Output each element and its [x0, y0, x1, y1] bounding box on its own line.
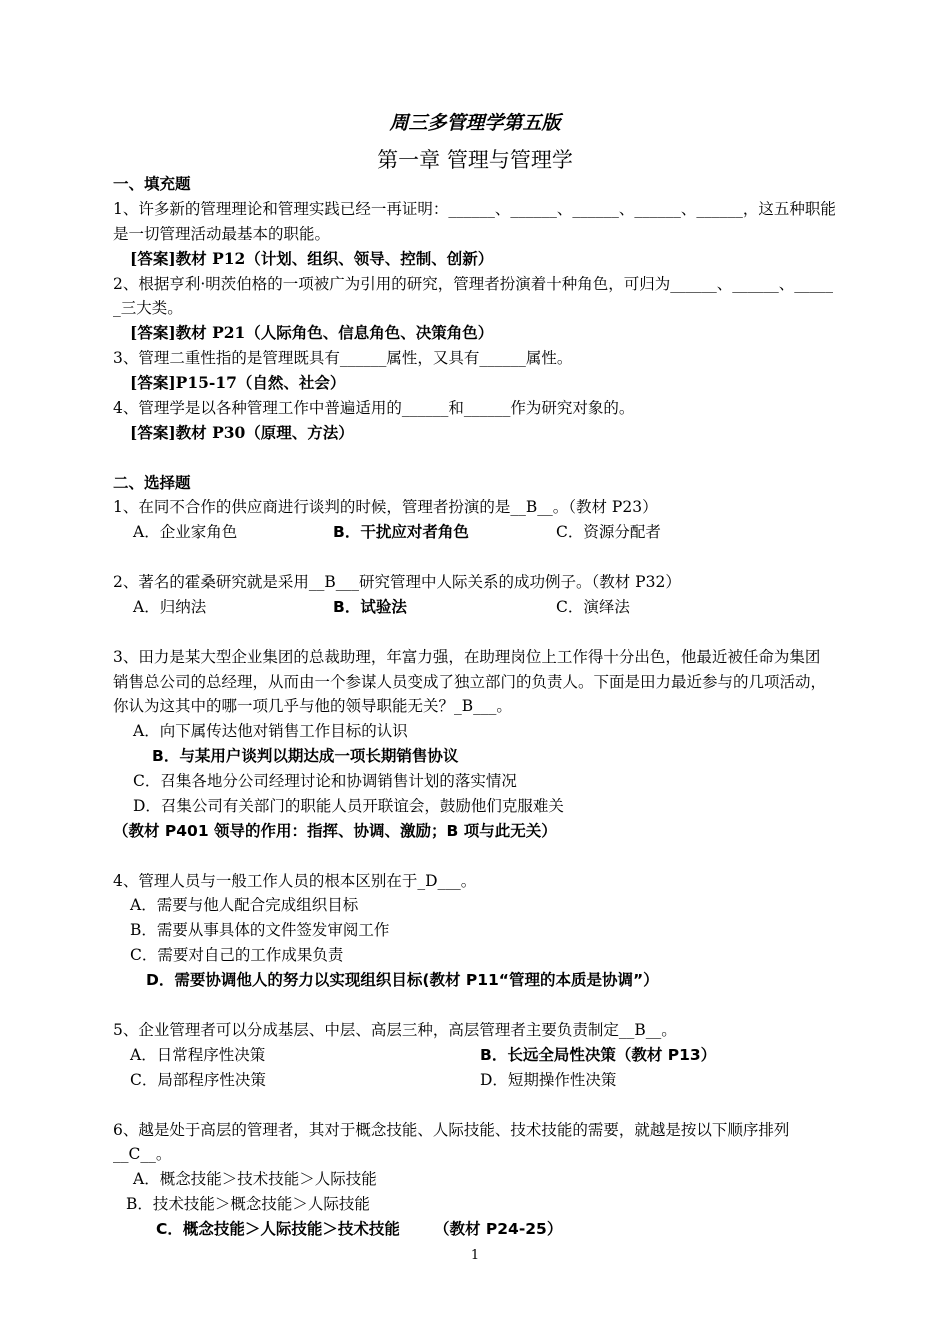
answer-note: （教材 P401 领导的作用：指挥、协调、激励；B 项与此无关） [113, 822, 557, 840]
answer-line: [答案]P15-17（自然、社会） [130, 373, 346, 392]
option-c-correct: C．概念技能＞人际技能＞技术技能 [156, 1220, 400, 1238]
option-c: C．演绎法 [556, 598, 630, 616]
answer-line: [答案]教材 P12（计划、组织、领导、控制、创新） [130, 249, 494, 268]
question-text: 1、许多新的管理理论和管理实践已经一再证明：______、______、______、______、______，这五种职能 [113, 200, 836, 218]
option-b: B．技术技能＞概念技能＞人际技能 [126, 1195, 370, 1213]
option-a: A．归纳法 [133, 598, 207, 616]
option-a: A．企业家角色 [133, 523, 238, 541]
option-a: A．向下属传达他对销售工作目标的认识 [133, 722, 408, 740]
question-text: 6、越是处于高层的管理者，其对于概念技能、人际技能、技术技能的需要，就越是按以下顺序排列 [113, 1121, 790, 1139]
question-text: 5、企业管理者可以分成基层、中层、高层三种，高层管理者主要负责制定__B__。 [113, 1021, 677, 1039]
option-d: D．短期操作性决策 [480, 1071, 617, 1089]
option-b-correct: B．长远全局性决策（教材 P13） [480, 1046, 717, 1064]
option-c: C．资源分配者 [556, 523, 661, 541]
option-d: D．召集公司有关部门的职能人员开联谊会，鼓励他们克服难关 [133, 797, 564, 815]
option-a: A．需要与他人配合完成组织目标 [130, 896, 359, 914]
chapter-heading: 第一章 管理与管理学 [377, 148, 573, 172]
question-text: __C__。 [113, 1145, 172, 1163]
section-heading-choice: 二、选择题 [113, 473, 191, 492]
option-c: C．召集各地分公司经理讨论和协调销售计划的落实情况 [133, 772, 517, 790]
option-d-correct: D．需要协调他人的努力以实现组织目标(教材 P11“管理的本质是协调”） [146, 971, 659, 989]
option-a: A．日常程序性决策 [130, 1046, 266, 1064]
question-text: 4、管理学是以各种管理工作中普遍适用的______和______作为研究对象的。 [113, 399, 635, 417]
question-text: _三大类。 [113, 299, 183, 317]
option-a: A．概念技能＞技术技能＞人际技能 [133, 1170, 377, 1188]
question-text: 你认为这其中的哪一项几乎与他的领导职能无关？_B___。 [113, 697, 512, 715]
option-b: B．需要从事具体的文件签发审阅工作 [130, 921, 390, 939]
question-text: 4、管理人员与一般工作人员的根本区别在于_D___。 [113, 872, 477, 890]
answer-line: [答案]教材 P30（原理、方法） [130, 423, 354, 442]
answer-note: （教材 P24-25） [434, 1220, 563, 1238]
question-text: 是一切管理活动最基本的职能。 [113, 225, 331, 243]
option-b-correct: B．试验法 [333, 598, 407, 616]
question-text: 销售总公司的总经理，从而由一个参谋人员变成了独立部门的负责人。下面是田力最近参与的几项活动， [113, 673, 827, 691]
question-text: 2、著名的霍桑研究就是采用__B___研究管理中人际关系的成功例子。（教材 P32） [113, 573, 681, 591]
question-text: 1、在同不合作的供应商进行谈判的时候，管理者扮演的是__B__。（教材 P23） [113, 498, 658, 516]
option-c: C．局部程序性决策 [130, 1071, 266, 1089]
document-title: 周三多管理学第五版 [389, 112, 561, 134]
option-c: C．需要对自己的工作成果负责 [130, 946, 344, 964]
option-b-correct: B．干扰应对者角色 [333, 523, 469, 541]
question-text: 2、根据亨利·明茨伯格的一项被广为引用的研究，管理者扮演着十种角色，可归为______、______、_____ [113, 275, 834, 293]
question-text: 3、管理二重性指的是管理既具有______属性，又具有______属性。 [113, 349, 573, 367]
page-number: 1 [470, 1248, 480, 1263]
answer-line: [答案]教材 P21（人际角色、信息角色、决策角色） [130, 323, 494, 342]
section-heading-fill-in: 一、填充题 [113, 174, 191, 193]
option-b-correct: B．与某用户谈判以期达成一项长期销售协议 [152, 747, 459, 765]
question-text: 3、田力是某大型企业集团的总裁助理，年富力强，在助理岗位上工作得十分出色，他最近被任命为集团 [113, 648, 821, 666]
